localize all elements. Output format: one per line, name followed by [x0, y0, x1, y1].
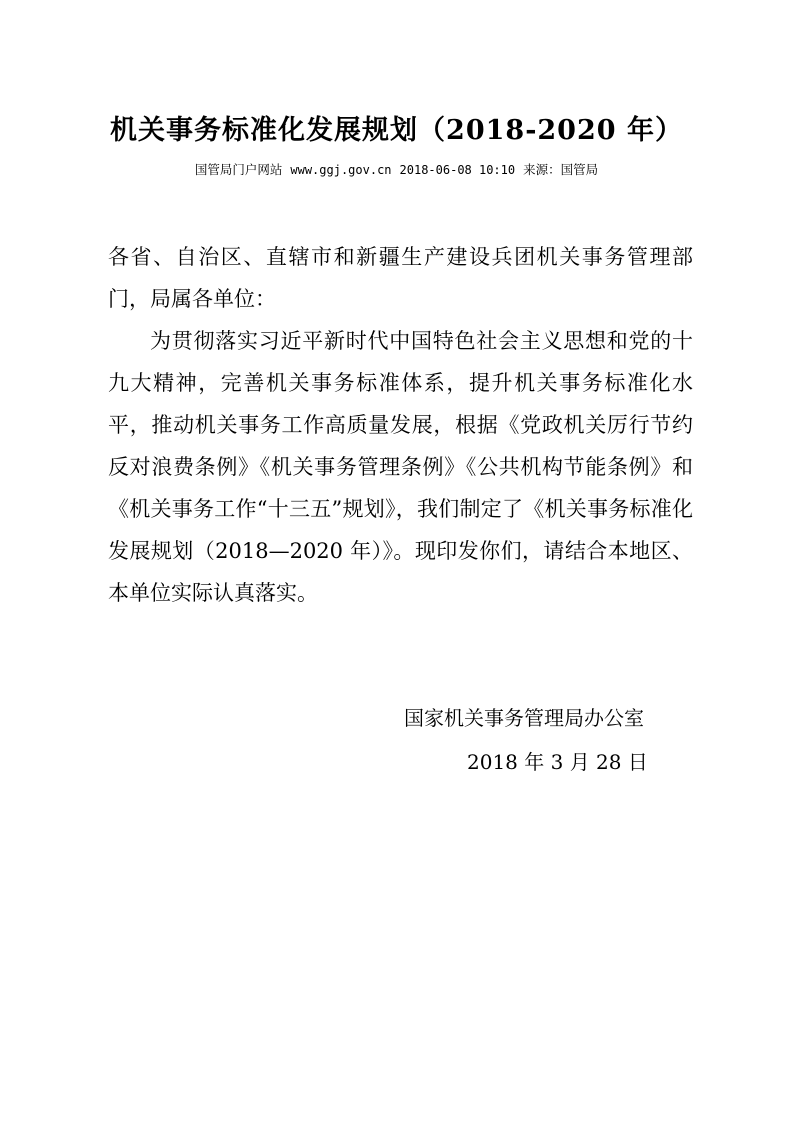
document-body [108, 236, 693, 614]
signature: 国家机关事务管理局办公室 [404, 706, 644, 730]
document-title: 机关事务标准化发展规划（2018-2020 年） [110, 115, 683, 146]
source-site: 国管局门户网站 [194, 162, 283, 177]
issue-date: 2018 年 3 月 28 日 [467, 750, 648, 774]
source-label: 来源：国管局 [523, 162, 599, 177]
body-paragraph: 为贯彻落实习近平新时代中国特色社会主义思想和党的十九大精神，完善机关事务标准体系，提升机关事务标准化水平，推动机关事务工作高质量发展，根据《党政机关厉行节约反对浪费条例》《机关事务管理条例》《公共机构节能条例》和《机关事务工作“十三五”规划》，我们制定了《机关事务标准化发展规划（2018—2020 年）》。现印发你们，请结合本地区、本单位实际认真落实。 [108, 329, 693, 605]
site-url[interactable]: www.ggj.gov.cn [290, 163, 392, 177]
publication-meta [0, 160, 793, 178]
publish-datetime: 2018-06-08 10:10 [399, 163, 516, 177]
addressee: 各省、自治区、直辖市和新疆生产建设兵团机关事务管理部门，局属各单位： [108, 245, 693, 311]
